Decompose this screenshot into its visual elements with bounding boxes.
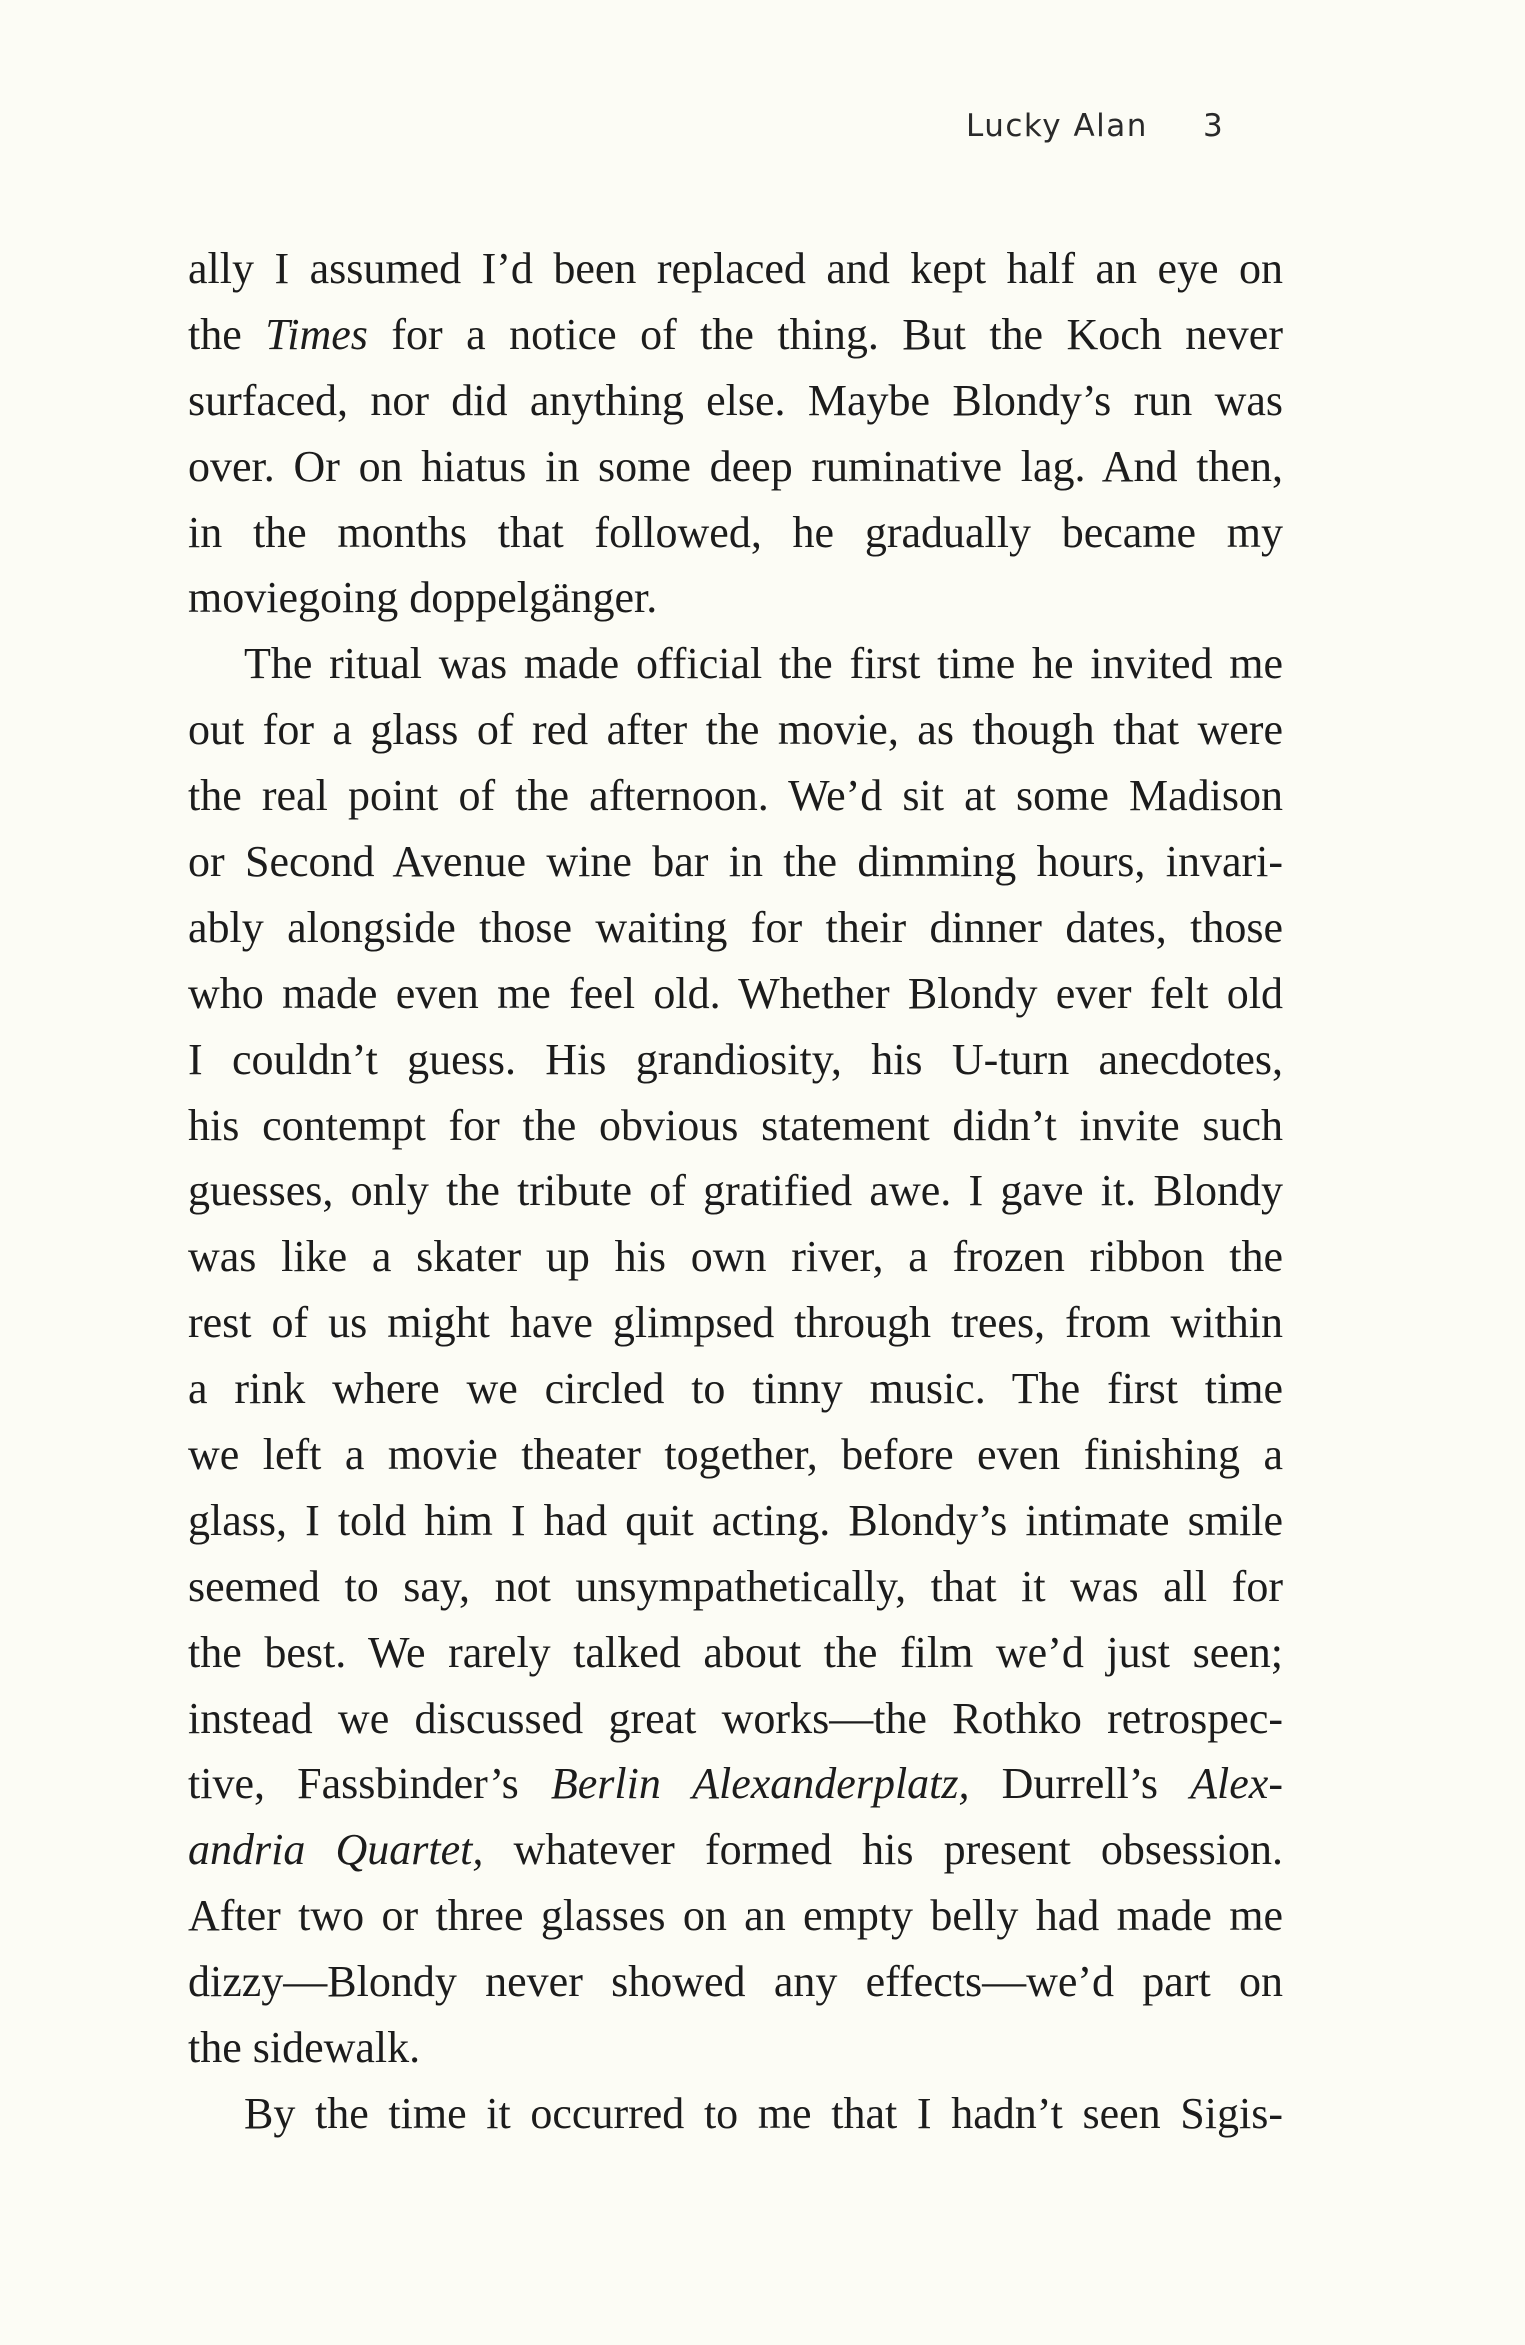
text-run: guesses, only the tribute of gratified awe. I gave it. Blondy bbox=[188, 1166, 1283, 1216]
text-run: After two or three glasses on an empty belly had made me bbox=[188, 1891, 1283, 1941]
text-line bbox=[188, 2081, 1283, 2147]
text-line bbox=[188, 1751, 1283, 1817]
text-run: ably alongside those waiting for their dinner dates, those bbox=[188, 902, 1283, 952]
text-line bbox=[188, 500, 1283, 566]
text-run: I couldn’t guess. His grandiosity, his U-turn anecdotes, bbox=[188, 1034, 1283, 1084]
italic-title: andria Quartet, bbox=[188, 1825, 484, 1875]
text-line bbox=[188, 895, 1283, 961]
italic-title: Times bbox=[265, 309, 368, 359]
text-line bbox=[188, 565, 1283, 631]
text-run: glass, I told him I had quit acting. Blondy’s intimate smile bbox=[188, 1495, 1283, 1545]
text-run: Durrell’s bbox=[969, 1759, 1191, 1809]
text-run: whatever formed his present obsession. bbox=[483, 1825, 1283, 1875]
text-line bbox=[188, 1224, 1283, 1290]
text-line bbox=[188, 631, 1283, 697]
text-line bbox=[188, 1949, 1283, 2015]
text-line bbox=[188, 1093, 1283, 1159]
text-line bbox=[188, 1620, 1283, 1686]
text-run: dizzy—Blondy never showed any effects—we’d part on bbox=[188, 1957, 1283, 2007]
text-line bbox=[188, 1158, 1283, 1224]
text-line bbox=[188, 961, 1283, 1027]
text-line bbox=[188, 1686, 1283, 1752]
text-run: The ritual was made official the first time he invited me bbox=[244, 639, 1283, 689]
text-line bbox=[188, 1356, 1283, 1422]
page-number: 3 bbox=[1203, 108, 1223, 144]
text-run: the bbox=[188, 309, 266, 359]
text-run: or Second Avenue wine bar in the dimming hours, invari- bbox=[188, 837, 1283, 887]
text-run: we left a movie theater together, before even finishing a bbox=[188, 1430, 1283, 1480]
text-line bbox=[188, 1290, 1283, 1356]
text-run: over. Or on hiatus in some deep ruminative lag. And then, bbox=[188, 441, 1283, 491]
text-run: was like a skater up his own river, a frozen ribbon the bbox=[188, 1232, 1283, 1282]
text-line bbox=[188, 1488, 1283, 1554]
text-line bbox=[188, 1027, 1283, 1093]
text-line bbox=[188, 434, 1283, 500]
text-line bbox=[188, 368, 1283, 434]
text-run: tive, Fassbinder’s bbox=[188, 1759, 551, 1809]
text-run: By the time it occurred to me that I hadn’t seen Sigis- bbox=[244, 2088, 1283, 2138]
text-run: the real point of the afternoon. We’d sit at some Madison bbox=[188, 771, 1283, 821]
text-line bbox=[188, 1554, 1283, 1620]
text-run: in the months that followed, he gradually became my bbox=[188, 507, 1283, 557]
text-run: the sidewalk. bbox=[188, 2023, 421, 2073]
text-run: the best. We rarely talked about the film we’d just seen; bbox=[188, 1627, 1283, 1677]
text-run: for a notice of the thing. But the Koch never bbox=[367, 309, 1283, 359]
text-run: who made even me feel old. Whether Blondy ever felt old bbox=[188, 968, 1283, 1018]
text-line bbox=[188, 763, 1283, 829]
text-run: out for a glass of red after the movie, as though that were bbox=[188, 705, 1283, 755]
text-run: a rink where we circled to tinny music. The first time bbox=[188, 1364, 1283, 1414]
text-run: his contempt for the obvious statement didn’t invite such bbox=[188, 1100, 1283, 1150]
text-run: rest of us might have glimpsed through trees, from within bbox=[188, 1298, 1283, 1348]
text-line bbox=[188, 236, 1283, 302]
text-line bbox=[188, 1883, 1283, 1949]
text-run: seemed to say, not unsympathetically, that it was all for bbox=[188, 1561, 1283, 1611]
italic-title: Alex- bbox=[1190, 1759, 1283, 1809]
italic-title: Berlin Alexanderplatz, bbox=[550, 1759, 970, 1809]
text-run: ally I assumed I’d been replaced and kept half an eye on bbox=[188, 244, 1283, 293]
text-run: surfaced, nor did anything else. Maybe Blondy’s run was bbox=[188, 375, 1283, 425]
text-line bbox=[188, 697, 1283, 763]
text-line bbox=[188, 1422, 1283, 1488]
text-line bbox=[188, 2015, 1283, 2081]
text-line bbox=[188, 1817, 1283, 1883]
body-text bbox=[188, 236, 1283, 2147]
running-head-title: Lucky Alan bbox=[966, 108, 1148, 144]
text-line bbox=[188, 829, 1283, 895]
text-line bbox=[188, 302, 1283, 368]
text-run: moviegoing doppelgänger. bbox=[188, 573, 658, 623]
text-run: instead we discussed great works—the Rothko retrospec- bbox=[188, 1693, 1283, 1743]
